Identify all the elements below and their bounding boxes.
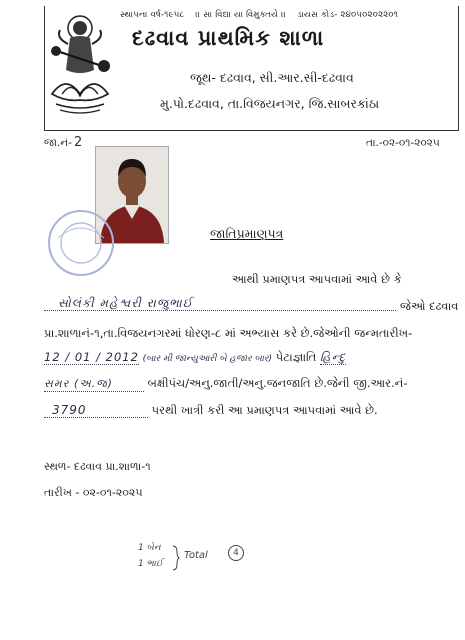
- note-total-label: Total: [184, 550, 208, 561]
- saraswati-emblem-icon: [46, 8, 114, 118]
- student-name: સોલંકી મહેશ્વરી રાજુભાઈ: [58, 296, 193, 310]
- brace-icon: [172, 545, 180, 571]
- note-total-value: 4: [228, 545, 244, 561]
- school-motto: ।। સા વિદ્યા યા વિમુક્તયે ।।: [195, 10, 287, 20]
- certificate-line-6: પરથી ખાત્રી કરી આ પ્રમાણપત્ર આપવામાં આવે છે.: [151, 403, 378, 417]
- certificate-line-3: પ્રા.શાળાનં-૧,તા.વિજયનગરમાં ધોરણ-૮ માં અભ્યાસ કરે છે.જેઓની જન્મતારીખ-: [44, 326, 413, 340]
- reference-number-value: 2: [73, 135, 83, 150]
- issue-date-top: તા.-૦૨-૦૧-૨૦૨૫: [366, 137, 440, 149]
- note-line-2: 1 ભાઈ: [138, 559, 163, 569]
- header-info-strip: [120, 10, 456, 20]
- birth-date-value: 12 / 01 / 2012: [44, 350, 139, 364]
- gr-number: 3790: [44, 403, 148, 418]
- school-seal-stamp: [46, 208, 116, 278]
- gr-number-line: [44, 403, 454, 418]
- note-line-1: 1 બેન: [138, 543, 161, 553]
- established-year: સ્થાપના વર્ષ-૧૯૫૮: [120, 10, 185, 20]
- dise-code: ડાયસ કોડ- ૨૪૦૫૦૨૦૨૨૦૧: [296, 10, 399, 20]
- certificate-line-1: આથી પ્રમાણપત્ર આપવામાં આવે છે કે: [232, 272, 402, 286]
- caste-value: સમર (અ.જ): [44, 377, 144, 392]
- category-text: બક્ષીપંચ/અનુ.જાતી/અનુ.જનજાતિ છે.જેની જી.આર.નં-: [147, 376, 408, 390]
- subcaste-value: હિન્દુ: [319, 350, 346, 364]
- caste-line: [44, 376, 454, 392]
- address-line-2: મુ.પો.દઢવાવ, તા.વિજયનગર, જિ.સાબરકાંઠા: [160, 96, 380, 111]
- certificate-line-2-suffix: જેઓ દઢવાવ: [400, 299, 459, 313]
- birth-date-line: [44, 350, 454, 365]
- student-name-field: [44, 296, 396, 311]
- reference-number: [44, 135, 82, 150]
- letterhead-left-rule: [44, 6, 45, 130]
- birth-date-in-words: (બાર મી જાન્યુઆરી બે હજાર બાર): [142, 354, 273, 364]
- handwritten-count-note: [138, 543, 258, 579]
- address-line-1: જૂથ- દઢવાવ, સી.આર.સી-દઢવાવ: [190, 70, 354, 85]
- certificate-title: જાતિપ્રમાણપત્ર: [210, 226, 284, 241]
- place-of-issue: સ્થળ- દઢવાવ પ્રા.શાળા-૧: [44, 460, 151, 473]
- date-of-issue: તારીખ - ૦૨-૦૧-૨૦૨૫: [44, 486, 143, 499]
- reference-number-label: જા.નં-: [44, 137, 72, 149]
- subcaste-label: પેટાજ્ઞાતિ: [275, 350, 317, 364]
- school-name: દઢવાવ પ્રાથમિક શાળા: [132, 26, 325, 50]
